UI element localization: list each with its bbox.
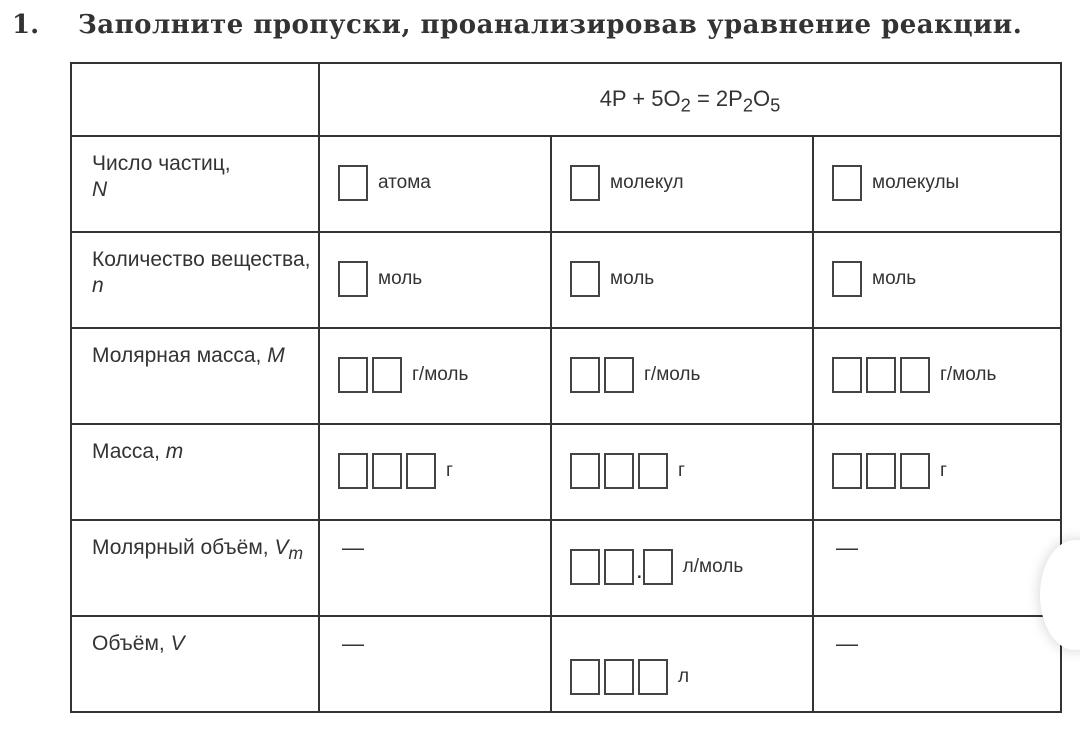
- cell-o2-amount: [552, 233, 812, 297]
- answer-box[interactable]: [338, 357, 368, 393]
- empty-dash: —: [836, 535, 858, 560]
- unit-label: моль: [610, 268, 655, 289]
- answer-box[interactable]: [900, 453, 930, 489]
- cell-o2-molar-volume: . л/моль: [552, 521, 812, 585]
- reaction-table: [70, 62, 1062, 713]
- cell-p-particles: [320, 137, 550, 201]
- answer-box[interactable]: [372, 453, 402, 489]
- reaction-equation: $4P + 5O_2 = 2P_2O_5$: [599, 86, 781, 116]
- answer-box[interactable]: [866, 453, 896, 489]
- answer-box[interactable]: [832, 165, 862, 201]
- unit-label: моль: [378, 268, 423, 289]
- answer-box[interactable]: [372, 357, 402, 393]
- answer-box[interactable]: [570, 357, 600, 393]
- unit-label: атома: [378, 172, 431, 193]
- cell-p2o5-amount: [814, 233, 1060, 297]
- answer-box[interactable]: [570, 453, 600, 489]
- unit-label: г/моль: [412, 364, 469, 385]
- equation-cell: [319, 63, 1061, 136]
- exercise-number: 1.: [12, 10, 40, 40]
- cell-p2o5-mass: [814, 425, 1060, 489]
- unit-label: г: [940, 460, 947, 481]
- unit-label: л/моль: [682, 556, 744, 577]
- answer-box[interactable]: [338, 261, 368, 297]
- answer-box[interactable]: [570, 659, 600, 695]
- answer-box[interactable]: [604, 357, 634, 393]
- answer-box[interactable]: [338, 165, 368, 201]
- cell-p-mass: [320, 425, 550, 489]
- row-label-molar-mass: Молярная масса, M: [92, 344, 285, 367]
- answer-box[interactable]: [832, 357, 862, 393]
- empty-dash: —: [342, 535, 364, 560]
- cell-o2-volume: [552, 617, 812, 695]
- exercise-instruction: Заполните пропуски, проанализировав уравнение реакции.: [78, 10, 1023, 40]
- answer-box[interactable]: [338, 453, 368, 489]
- answer-box[interactable]: [638, 453, 668, 489]
- unit-label: моль: [872, 268, 917, 289]
- row-label-amount: Количество вещества, n: [92, 248, 311, 297]
- answer-box[interactable]: [604, 659, 634, 695]
- row-label-molar-volume: Молярный объём, $V_m$: [92, 536, 304, 564]
- unit-label: молекулы: [872, 172, 960, 193]
- empty-dash: —: [836, 631, 858, 656]
- corner-cell: [71, 63, 319, 136]
- row-label-mass: Масса, m: [92, 440, 184, 463]
- cell-o2-particles: [552, 137, 812, 201]
- unit-label: г: [678, 460, 685, 481]
- unit-label: г: [446, 460, 453, 481]
- answer-box[interactable]: [406, 453, 436, 489]
- cell-p-molar-mass: [320, 329, 550, 393]
- unit-label: г/моль: [644, 364, 701, 385]
- answer-box[interactable]: [570, 261, 600, 297]
- cell-o2-mass: [552, 425, 812, 489]
- unit-label: г/моль: [940, 364, 997, 385]
- answer-box[interactable]: [570, 165, 600, 201]
- exercise-title: [8, 4, 1068, 44]
- row-label-particles: Число частиц, N: [92, 152, 231, 201]
- cell-o2-molar-mass: [552, 329, 812, 393]
- cell-p-amount: [320, 233, 550, 297]
- answer-box[interactable]: [832, 261, 862, 297]
- answer-box[interactable]: [900, 357, 930, 393]
- cell-p2o5-molar-mass: [814, 329, 1060, 393]
- unit-label: молекул: [610, 172, 684, 193]
- answer-box[interactable]: [638, 659, 668, 695]
- unit-label: л: [678, 666, 690, 687]
- answer-box[interactable]: [570, 549, 600, 585]
- row-label-volume: Объём, V: [92, 632, 185, 655]
- answer-box[interactable]: [643, 549, 673, 585]
- answer-box[interactable]: [604, 549, 634, 585]
- empty-dash: —: [342, 631, 364, 656]
- answer-box[interactable]: [832, 453, 862, 489]
- answer-box[interactable]: [604, 453, 634, 489]
- cell-p2o5-particles: [814, 137, 1060, 201]
- answer-box[interactable]: [866, 357, 896, 393]
